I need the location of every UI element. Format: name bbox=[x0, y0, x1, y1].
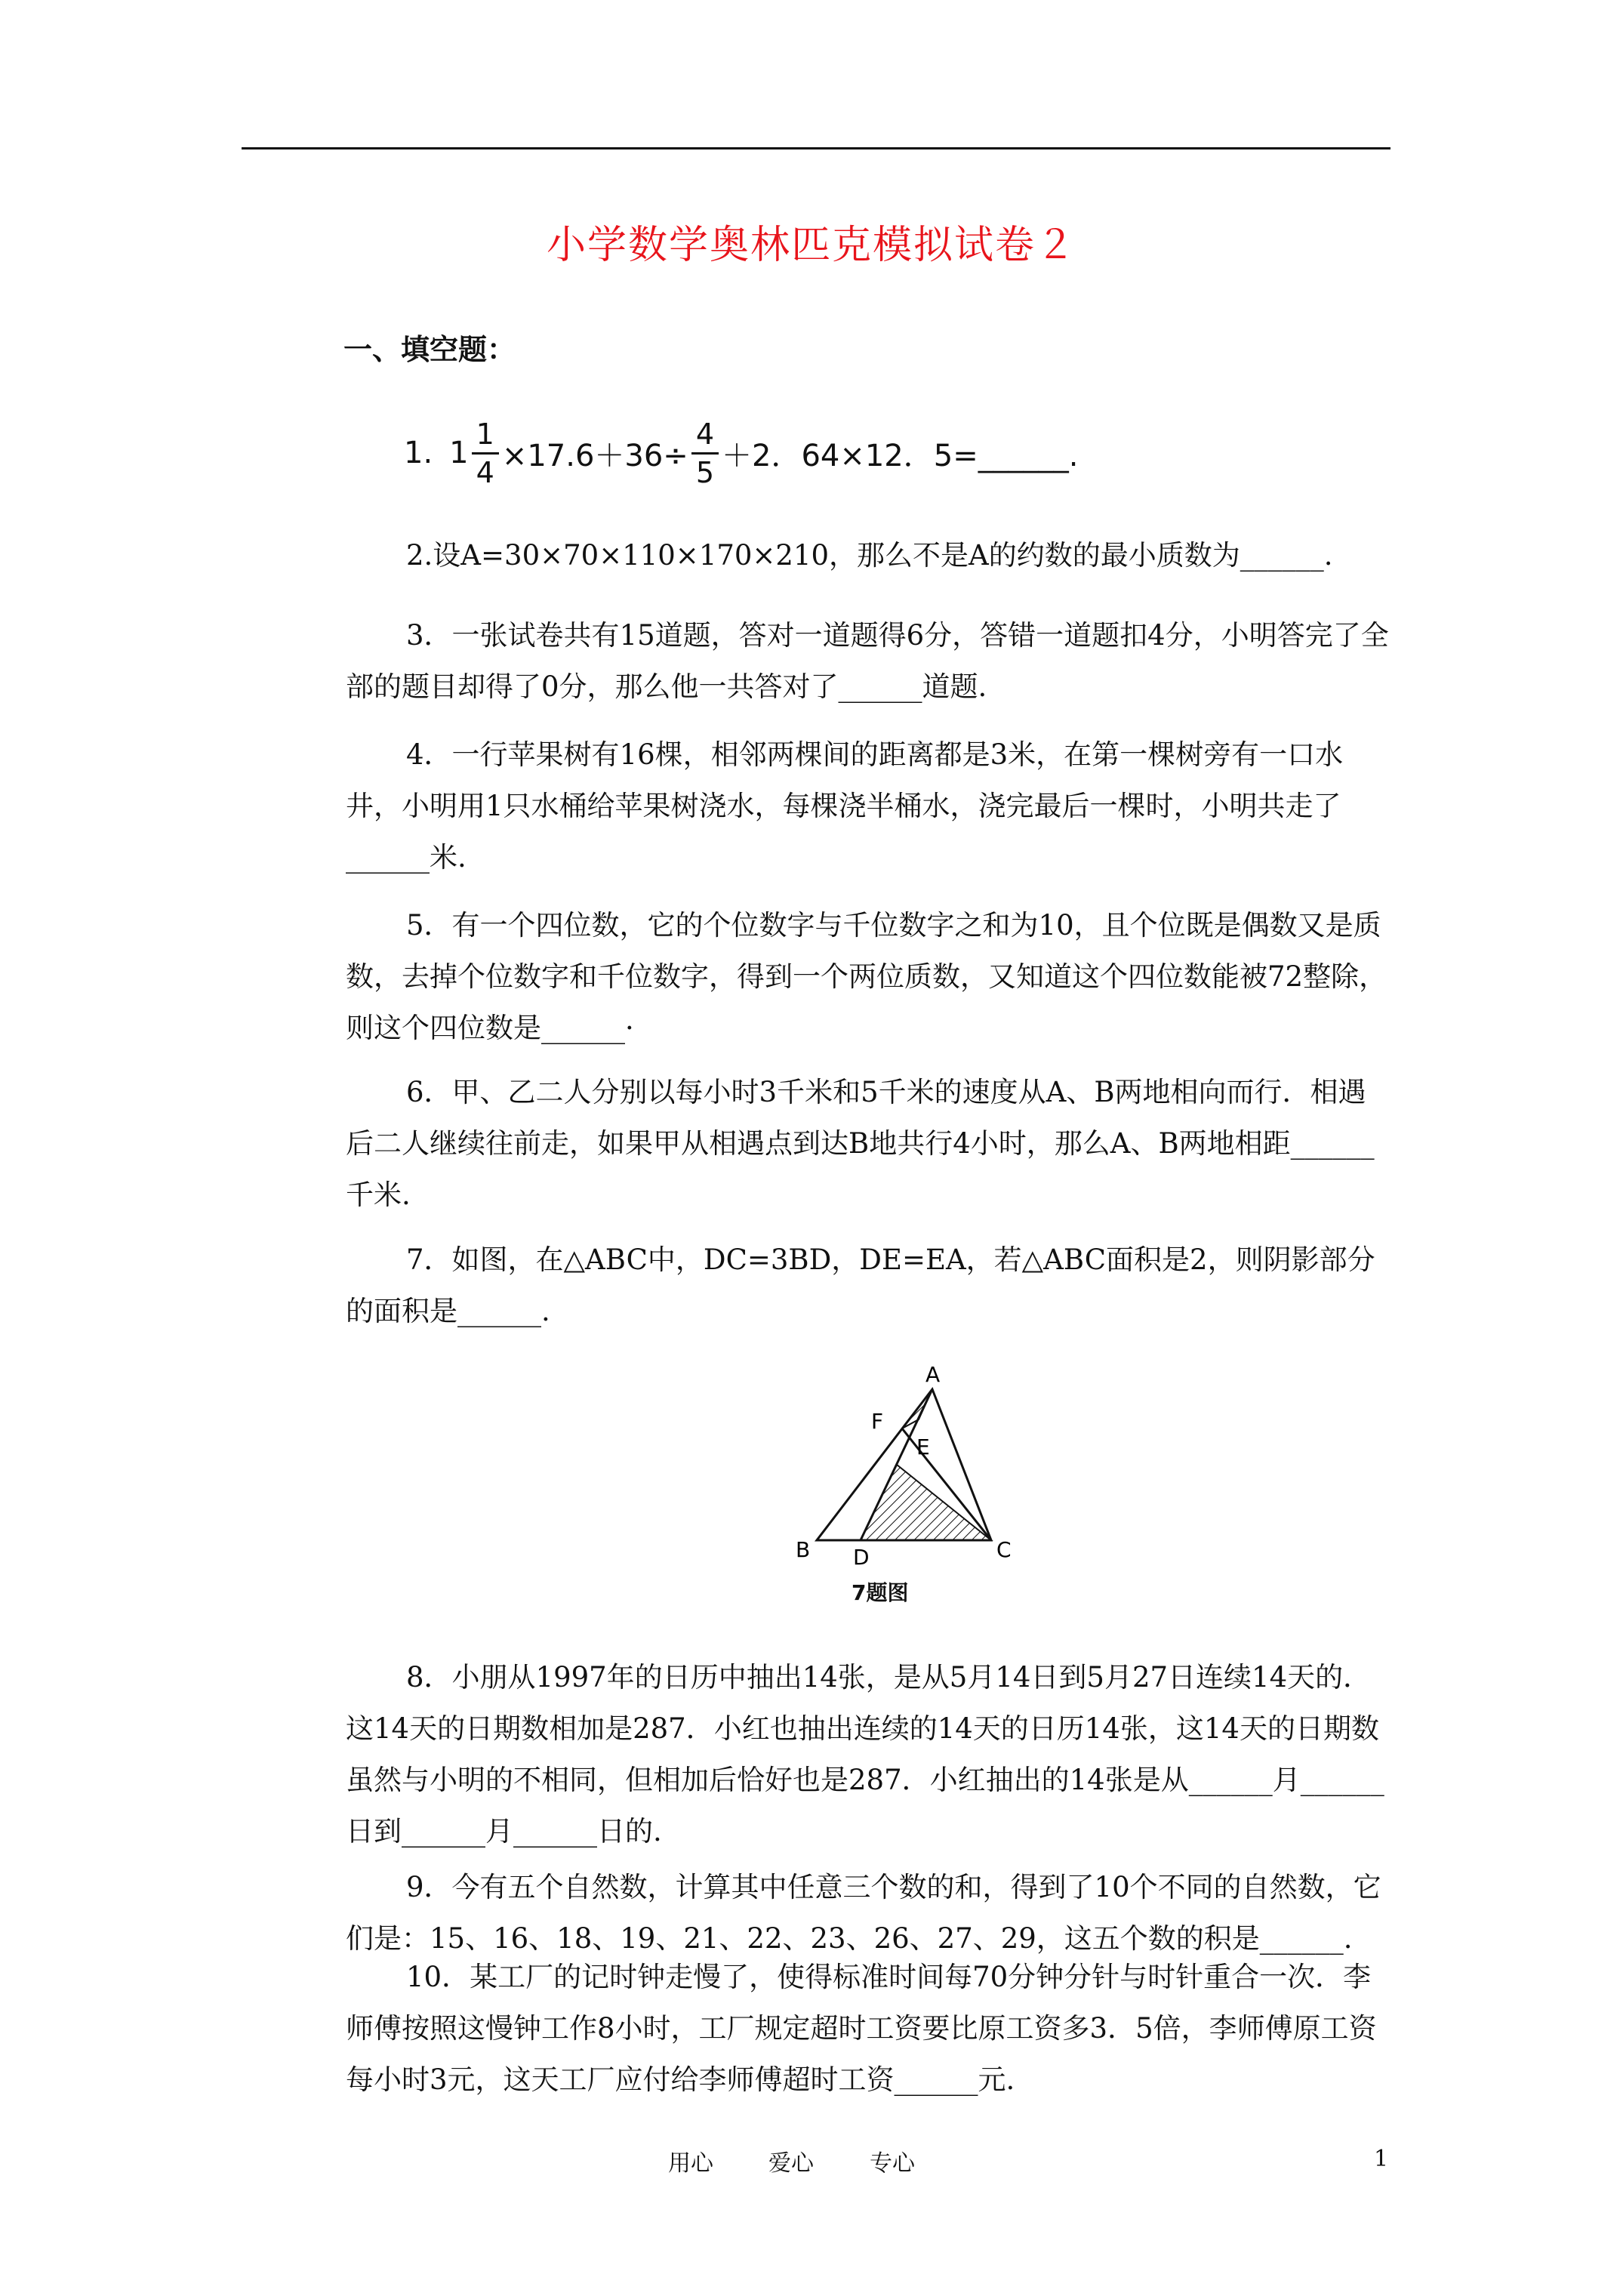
q1-fraction-1 bbox=[472, 416, 499, 491]
q1-number: 1. bbox=[404, 436, 433, 470]
q1-frac2-numerator: 4 bbox=[691, 416, 719, 455]
section-heading: 一、填空题： bbox=[343, 333, 516, 366]
question-2: 2.设A=30×70×110×170×210，那么不是A的约数的最小质数为______. bbox=[406, 539, 1333, 572]
footer-right: 专心 bbox=[870, 2150, 915, 2177]
q1-frac1-numerator: 1 bbox=[472, 416, 499, 455]
label-e: E bbox=[916, 1435, 930, 1459]
label-a: A bbox=[925, 1362, 941, 1387]
q1-frac1-denominator: 4 bbox=[476, 455, 494, 489]
q1-fraction-2 bbox=[691, 416, 719, 491]
label-f: F bbox=[871, 1409, 884, 1434]
question-1-formula bbox=[404, 408, 1078, 498]
q1-whole: 1 bbox=[449, 436, 469, 470]
footer-middle: 爱心 bbox=[768, 2150, 814, 2177]
question-7: 7．如图，在△ABC中，DC=3BD，DE=EA，若△ABC面积是2，则阴影部分的面积是______. bbox=[346, 1244, 1375, 1327]
question-10: 10．某工厂的记时钟走慢了，使得标准时间每70分钟分针与时针重合一次．李师傅按照这慢钟工作8小时，工厂规定超时工资要比原工资多3．5倍，李师傅原工资每小时3元，这天工厂应付给李师傅超时工资______元. bbox=[346, 1961, 1377, 2096]
header-rule bbox=[242, 147, 1390, 149]
figure-caption: 7题图 bbox=[852, 1580, 909, 1605]
label-b: B bbox=[796, 1537, 811, 1562]
page-number: 1 bbox=[1374, 2146, 1389, 2172]
footer-left: 用心 bbox=[668, 2150, 713, 2177]
question-9: 9．今有五个自然数，计算其中任意三个数的和，得到了10个不同的自然数，它们是：15、16、18、19、21、22、23、26、27、29，这五个数的积是______. bbox=[346, 1871, 1381, 1955]
question-6: 6．甲、乙二人分别以每小时3千米和5千米的速度从A、B两地相向而行．相遇后二人继续往前走，如果甲从相遇点到达B地共行4小时，那么A、B两地相距______千米. bbox=[346, 1076, 1375, 1211]
question-4: 4．一行苹果树有16棵，相邻两棵间的距离都是3米，在第一棵树旁有一口水井，小明用1只水桶给苹果树浇水，每棵浇半桶水，浇完最后一棵时，小明共走了______米. bbox=[346, 738, 1344, 874]
question-3: 3．一张试卷共有15道题，答对一道题得6分，答错一道题扣4分，小明答完了全部的题目却得了0分，那么他一共答对了______道题. bbox=[346, 619, 1389, 703]
q1-middle: ×17.6＋36÷ bbox=[501, 438, 688, 473]
label-c: C bbox=[996, 1537, 1012, 1562]
triangle-figure bbox=[778, 1359, 1049, 1608]
shaded-region-bottom bbox=[861, 1465, 991, 1540]
q1-frac2-denominator: 5 bbox=[695, 455, 714, 489]
label-d: D bbox=[853, 1545, 870, 1570]
question-8: 8．小朋从1997年的日历中抽出14张，是从5月14日到5月27日连续14天的．这14天的日期数相加是287．小红也抽出连续的14天的日历14张，这14天的日期数虽然与小明的不相同，但相加后恰好也是287．小红抽出的14张是从______月______日到______月______日的. bbox=[346, 1661, 1384, 1848]
question-5: 5．有一个四位数，它的个位数字与千位数字之和为10，且个位既是偶数又是质数，去掉个位数字和千位数字，得到一个两位质数，又知道这个四位数能被72整除，则这个四位数是______· bbox=[346, 909, 1387, 1044]
page-title: 小学数学奥林匹克模拟试卷２ bbox=[546, 223, 1076, 268]
q1-tail: ＋2．64×12．5=______. bbox=[722, 438, 1079, 473]
